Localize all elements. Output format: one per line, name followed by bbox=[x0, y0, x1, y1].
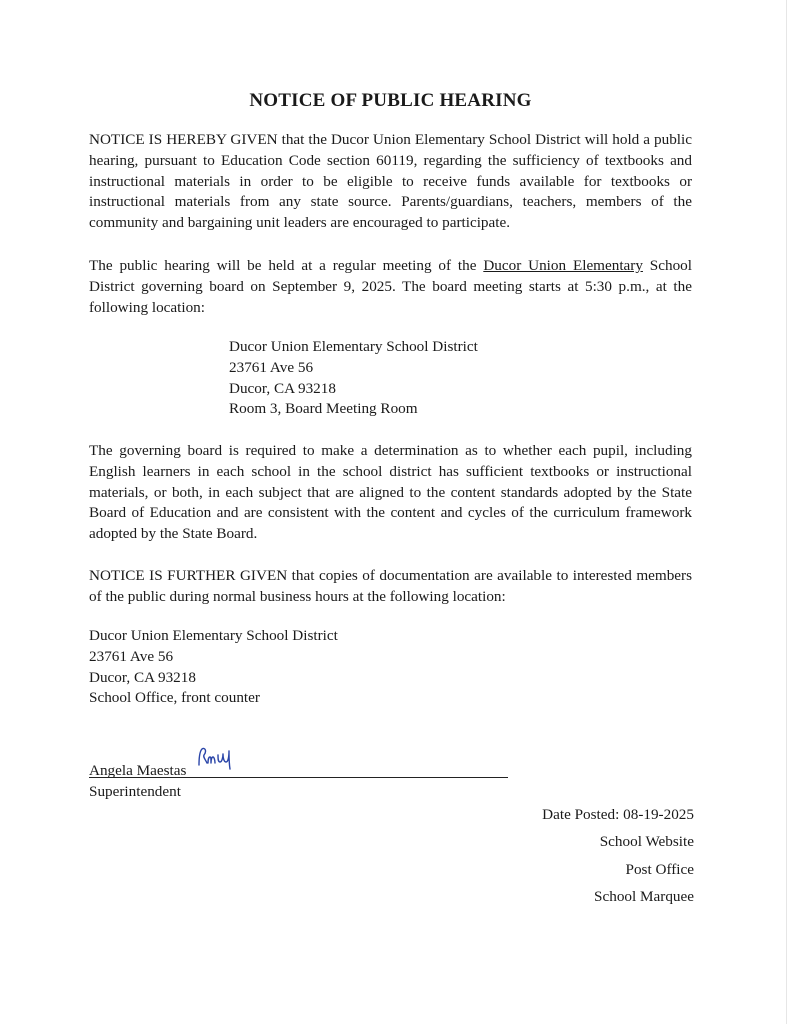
district-name-underlined: Ducor Union Elementary bbox=[483, 257, 643, 274]
signature-line bbox=[89, 777, 508, 778]
hearing-details-paragraph bbox=[89, 256, 692, 318]
page-title: NOTICE OF PUBLIC HEARING bbox=[249, 90, 532, 111]
meeting-address-line-2: 23761 Ave 56 bbox=[229, 358, 314, 376]
further-notice-paragraph: NOTICE IS FURTHER GIVEN that copies of documentation are available to interested members of the public during normal business hours at the following location: bbox=[89, 567, 692, 605]
notice-paragraph: NOTICE IS HEREBY GIVEN that the Ducor Union Elementary School District will hold a public hearing, pursuant to Education Code section 60119, regarding the sufficiency of textbooks and instructional materials in order to be eligible to receive funds available for textbooks or instructional materials from any state source. Parents/guardians, teachers, members of the community and bargaining unit leaders are encouraged to participate. bbox=[89, 131, 692, 232]
hearing-text-start: The public hearing will be held at a regular meeting of the bbox=[89, 257, 484, 274]
board-determination-paragraph: The governing board is required to make a determination as to whether each pupil, including English learners in each school in the school district has sufficient textbooks or instructional materials, or both, in each subject that are aligned to the content standards adopted by the State Board of Education and are consistent with the content and cycles of the curriculum framework adopted by the State Board. bbox=[89, 442, 692, 543]
signer-title: Superintendent bbox=[89, 783, 181, 800]
posting-location-marquee: School Marquee bbox=[594, 888, 694, 906]
posting-info bbox=[542, 801, 694, 911]
date-posted: Date Posted: 08-19-2025 bbox=[542, 806, 694, 823]
documents-address-line-1: Ducor Union Elementary School District bbox=[89, 627, 338, 644]
documents-address-line-3: Ducor, CA 93218 bbox=[89, 668, 196, 686]
documents-address-line-2: 23761 Ave 56 bbox=[89, 647, 174, 665]
posting-location-post-office: Post Office bbox=[625, 860, 694, 878]
posting-location-website: School Website bbox=[599, 833, 694, 851]
documents-address bbox=[89, 626, 338, 709]
signature-block bbox=[89, 751, 508, 799]
meeting-address-line-4: Room 3, Board Meeting Room bbox=[229, 400, 418, 418]
documents-address-line-4: School Office, front counter bbox=[89, 689, 260, 707]
page-edge bbox=[786, 0, 787, 1024]
meeting-address bbox=[229, 337, 478, 420]
signer-name: Angela Maestas bbox=[89, 762, 187, 779]
handwritten-initials bbox=[195, 745, 235, 773]
hearing-text-end: School District governing board on September 9, 2025. The board meeting starts at 5:30 p.m., at the following location: bbox=[89, 257, 692, 316]
meeting-address-line-3: Ducor, CA 93218 bbox=[229, 379, 336, 397]
meeting-address-line-1: Ducor Union Elementary School District bbox=[229, 338, 478, 355]
